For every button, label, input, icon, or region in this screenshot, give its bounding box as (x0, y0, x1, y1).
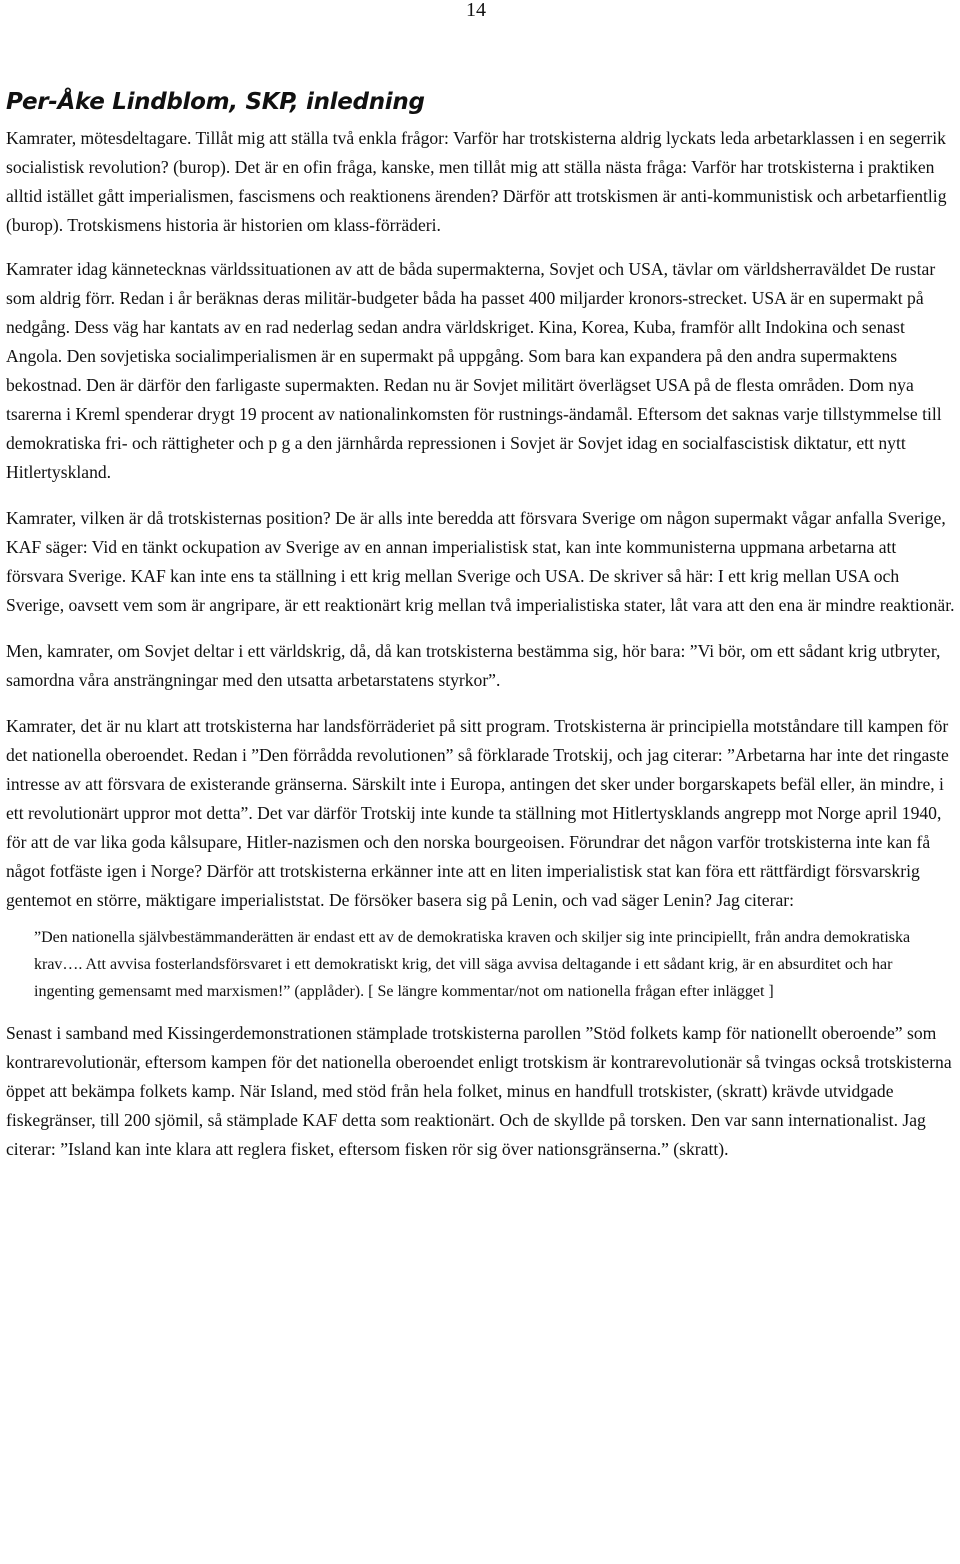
paragraph-national-betrayal: Kamrater, det är nu klart att trotskisterna har landsförräderiet på sitt program. Trotskisterna är principiella motståndare till kampen för det nationella oberoendet. Redan i ”Den förrådda revolutionen” så förklarade Trotskij, och jag citerar: ”Arbetarna har inte det ringaste intresse av att försvara de existerande gränserna. Särskilt inte i Europa, antingen det sker under borgarskapets befäl eller, än mindre, i ett revolutionärt uppror mot detta”. Det var därför Trotskij inte kunde ta ställning mot Hitlertysklands angrepp mot Norge april 1940, för att de var lika goda kålsupare, Hitler-nazismen och den norska bourgeoisen. Förundrar det någon varför trotskisterna inte kan få något fotfäste igen i Norge? Därför att trotskisterna erkänner inte att en liten imperialistisk stat kan föra ett rättfärdigt försvarskrig gentemot en större, mäktigare imperialiststat. De försöker basera sig på Lenin, och vad säger Lenin? Jag citerar: (6, 716, 949, 910)
paragraph-soviet-war: Men, kamrater, om Sovjet deltar i ett världskrig, då, då kan trotskisterna bestämma sig, hör bara: ”Vi bör, om ett sådant krig utbryter, samordna våra ansträngningar med den utsatta arbetarstatens styrkor”. (6, 641, 941, 690)
section-heading: Per-Åke Lindblom, SKP, inledning (6, 89, 425, 115)
lenin-quote: ”Den nationella självbestämmanderätten är endast ett av de demokratiska kraven och skiljer sig inte principiellt, från andra demokratiska krav…. Att avvisa fosterlandsförsvaret i ett demokratiskt krig, det vill säga avvisa deltagande i ett sådant krig, är en absurditet och har ingenting gemensamt med marxismen!” (applåder). [ Se längre kommentar/not om nationella frågan efter inlägget ] (34, 929, 911, 1000)
paragraph-kissinger-iceland: Senast i samband med Kissingerdemonstrationen stämplade trotskisterna parollen ”Stöd folkets kamp för nationellt oberoende” som kontrarevolutionär, eftersom kampen för det nationella oberoendet enligt trotskism är kontrarevolutionär så tvingas också trotskisterna öppet att bekämpa folkets kamp. När Island, med stöd från hela folket, minus en handfull trotskister, (skratt) krävde utvidgade fiskegränser, till 200 sjömil, så stämplade KAF detta som reaktionärt. Och de skyllde på torsken. Den var sann internationalist. Jag citerar: ”Island kan inte klara att reglera fisket, eftersom fisken rör sig över nationsgränserna.” (skratt). (6, 1023, 952, 1159)
paragraph-intro: Kamrater, mötesdeltagare. Tillåt mig att ställa två enkla frågor: Varför har trotskisterna aldrig lyckats leda arbetarklassen i en segerrik socialistisk revolution? (burop). Det är en ofin fråga, kanske, men tillåt mig att ställa nästa fråga: Varför har trotskisterna i praktiken alltid istället gått imperialismen, fascismens och reaktionens ärenden? Därför att trotskismen är anti-kommunistisk och arbetarfientlig (burop). Trotskismens historia är historien om klass-förräderi. (6, 128, 947, 235)
paragraph-world-situation: Kamrater idag kännetecknas världssituationen av att de båda supermakterna, Sovjet och USA, tävlar om världsherraväldet De rustar som aldrig förr. Redan i år beräknas deras militär-budgeter båda ha passet 400 miljarder kronors-strecket. USA är en supermakt på nedgång. Dess väg har kantats av en rad nederlag sedan andra världskriget. Kina, Korea, Kuba, framför allt Indokina och senast Angola. Den sovjetiska socialimperialismen är en supermakt på uppgång. Som bara kan expandera på den andra supermaktens bekostnad. Den är därför den farligaste supermakten. Redan nu är Sovjet militärt överlägset USA på de flesta områden. Dom nya tsarerna i Kreml spenderar drygt 19 procent av nationalinkomsten för rustnings-ändamål. Eftersom det saknas varje tillstymmelse till demokratiska fri- och rättigheter och p g a den järnhårda repressionen i Sovjet är Sovjet idag en socialfascistisk diktatur, ett nytt Hitlertyskland. (6, 259, 942, 482)
page-number: 14 (466, 0, 486, 21)
document-body (6, 84, 956, 1181)
paragraph-trotskyist-position: Kamrater, vilken är då trotskisternas position? De är alls inte beredda att försvara Sverige om någon supermakt vågar anfalla Sverige, KAF säger: Vid en tänkt ockupation av Sverige av en annan imperialistisk stat, kan inte kommunisterna uppmana arbetarna att försvara Sverige. KAF kan inte ens ta ställning i ett krig mellan Sverige och USA. De skriver så här: I ett krig mellan USA och Sverige, oavsett vem som är angripare, är ett reaktionärt krig mellan två imperialistiska stater, låt vara att den ena är mindre reaktionär. (6, 508, 955, 615)
